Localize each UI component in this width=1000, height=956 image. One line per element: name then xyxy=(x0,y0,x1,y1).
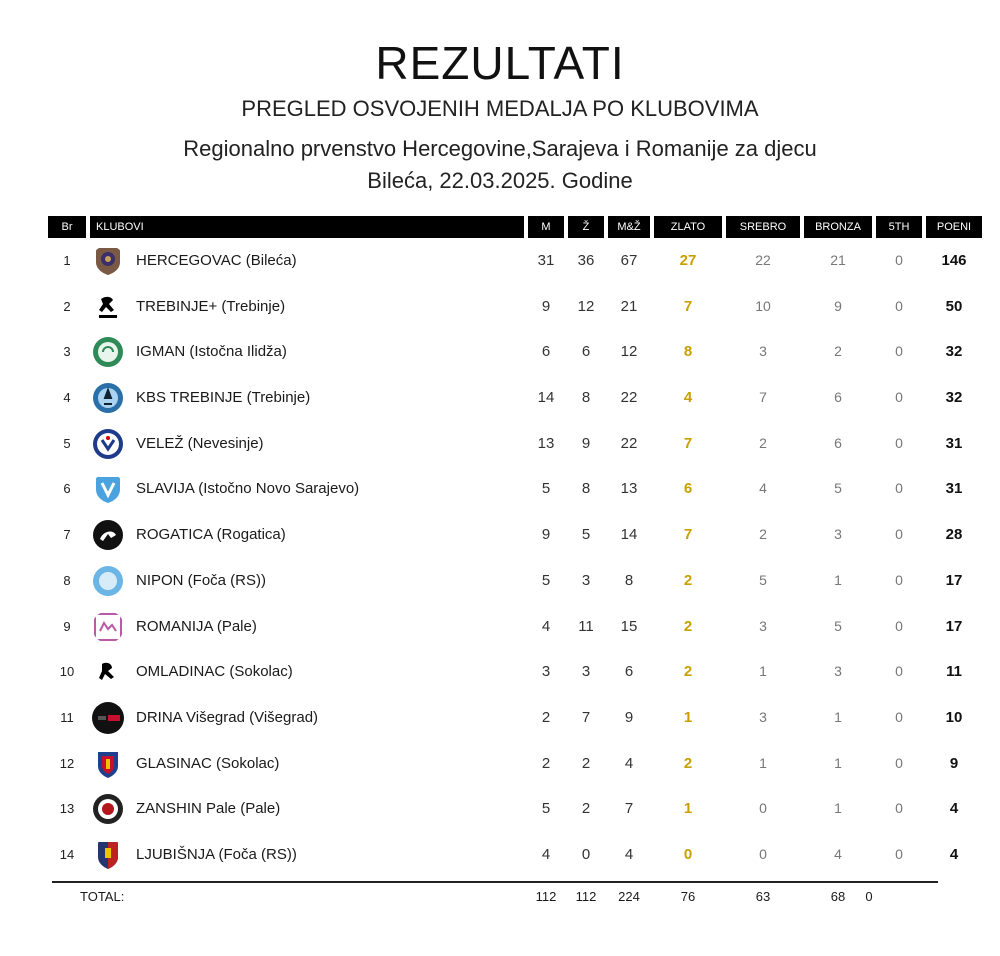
column-header-zlato: ZLATO xyxy=(654,216,722,238)
table-row xyxy=(40,329,963,375)
table-row xyxy=(40,786,959,832)
total-srebro: 63 xyxy=(755,889,771,904)
row-z: 2 xyxy=(581,800,591,818)
page-subtitle: PREGLED OSVOJENIH MEDALJA PO KLUBOVIMA xyxy=(241,96,759,121)
row-bronza: 2 xyxy=(834,343,842,360)
row-z: 11 xyxy=(578,617,594,635)
row-club: NIPON (Foča (RS)) xyxy=(136,571,267,589)
row-rank: 7 xyxy=(63,527,71,543)
row-rank: 11 xyxy=(60,709,74,725)
row-rank: 8 xyxy=(63,572,71,588)
table-row xyxy=(40,466,963,512)
row-m: 6 xyxy=(541,343,551,361)
row-bronza: 21 xyxy=(830,252,846,268)
row-rank: 6 xyxy=(63,481,71,497)
row-club: GLASINAC (Sokolac) xyxy=(136,754,280,772)
row-m: 4 xyxy=(541,617,551,635)
total-bronza: 68 xyxy=(830,889,846,904)
row-zlato: 4 xyxy=(683,389,693,407)
row-club: HERCEGOVAC (Bileća) xyxy=(136,252,297,269)
event-place-date: Bileća, 22.03.2025. Godine xyxy=(367,168,633,193)
row-z: 9 xyxy=(581,434,591,452)
row-club: KBS TREBINJE (Trebinje) xyxy=(136,389,311,407)
row-poeni: 9 xyxy=(949,754,959,772)
row-m: 5 xyxy=(541,571,551,589)
row-poeni: 4 xyxy=(949,845,959,863)
row-srebro: 10 xyxy=(755,297,771,314)
row-zlato: 2 xyxy=(683,663,693,681)
row-bronza: 5 xyxy=(834,617,842,634)
total-m: 112 xyxy=(535,889,557,904)
row-club: TREBINJE+ (Trebinje) xyxy=(136,297,286,315)
row-mz: 8 xyxy=(624,571,634,589)
row-mz: 12 xyxy=(620,343,638,361)
row-poeni: 28 xyxy=(945,526,963,544)
total-label: TOTAL: xyxy=(80,889,125,904)
row-zlato: 2 xyxy=(683,617,693,635)
total-z: 112 xyxy=(575,889,597,904)
row-mz: 13 xyxy=(620,480,638,498)
trebinje-logo-icon xyxy=(92,291,124,323)
row-mz: 7 xyxy=(624,800,634,818)
row-bronza: 6 xyxy=(834,434,842,451)
row-z: 6 xyxy=(581,343,591,361)
row-rank: 4 xyxy=(63,390,71,406)
row-z: 7 xyxy=(581,708,591,726)
row-poeni: 146 xyxy=(941,252,967,269)
row-srebro: 1 xyxy=(759,663,767,680)
table-row xyxy=(40,695,963,741)
row-bronza: 6 xyxy=(834,389,842,406)
total-5th: 0 xyxy=(865,889,873,904)
row-mz: 4 xyxy=(624,845,634,863)
row-zlato: 0 xyxy=(683,845,693,863)
table-row xyxy=(40,832,959,878)
row-bronza: 5 xyxy=(834,480,842,497)
row-club: ROGATICA (Rogatica) xyxy=(136,526,286,544)
row-poeni: 32 xyxy=(945,389,963,407)
row-poeni: 10 xyxy=(945,708,963,726)
row-m: 14 xyxy=(537,389,555,407)
row-srebro: 0 xyxy=(759,800,767,817)
row-rank: 5 xyxy=(63,435,71,451)
nipon-logo-icon xyxy=(92,565,124,597)
row-zlato: 6 xyxy=(683,480,693,498)
row-mz: 6 xyxy=(624,663,634,681)
row-m: 2 xyxy=(541,754,551,772)
row-rank: 12 xyxy=(59,755,75,771)
total-mz: 224 xyxy=(618,889,640,904)
total-zlato: 76 xyxy=(680,889,696,904)
row-m: 31 xyxy=(537,252,555,269)
row-m: 5 xyxy=(541,800,551,818)
row-srebro: 0 xyxy=(759,845,767,862)
row-m: 9 xyxy=(541,297,551,315)
row-5th: 0 xyxy=(895,571,903,588)
row-bronza: 3 xyxy=(834,526,842,543)
row-bronza: 1 xyxy=(834,800,842,817)
row-5th: 0 xyxy=(895,434,903,451)
row-5th: 0 xyxy=(895,343,903,360)
row-z: 0 xyxy=(581,845,591,863)
row-mz: 22 xyxy=(620,434,638,452)
row-zlato: 7 xyxy=(683,526,693,544)
row-mz: 67 xyxy=(620,252,638,269)
row-club: IGMAN (Istočna Ilidža) xyxy=(136,343,287,361)
row-zlato: 7 xyxy=(683,434,693,452)
row-m: 9 xyxy=(541,526,551,544)
row-bronza: 1 xyxy=(834,708,842,725)
row-5th: 0 xyxy=(895,800,903,817)
row-m: 3 xyxy=(541,663,551,681)
table-row xyxy=(40,649,962,695)
row-srebro: 2 xyxy=(759,526,767,543)
row-5th: 0 xyxy=(895,663,903,680)
row-rank: 2 xyxy=(63,298,71,314)
slavija-logo-icon xyxy=(92,473,124,505)
column-header-bronza: BRONZA xyxy=(804,216,872,238)
row-m: 2 xyxy=(541,708,551,726)
row-zlato: 7 xyxy=(683,297,693,315)
row-mz: 4 xyxy=(624,754,634,772)
row-srebro: 2 xyxy=(759,434,767,451)
table-row xyxy=(40,512,963,558)
row-5th: 0 xyxy=(895,617,903,634)
row-5th: 0 xyxy=(895,480,903,497)
row-mz: 14 xyxy=(620,526,638,544)
hercegovac-logo-icon xyxy=(92,245,124,277)
row-bronza: 3 xyxy=(834,663,842,680)
drina-logo-icon xyxy=(92,702,124,734)
row-bronza: 9 xyxy=(834,297,842,314)
row-srebro: 3 xyxy=(759,617,767,634)
row-poeni: 4 xyxy=(949,800,959,818)
table-row xyxy=(40,375,963,421)
glasinac-logo-icon xyxy=(92,748,124,780)
page-title: REZULTATI xyxy=(375,37,625,89)
table-row xyxy=(40,558,963,604)
row-z: 8 xyxy=(581,389,591,407)
row-5th: 0 xyxy=(895,389,903,406)
row-z: 2 xyxy=(581,754,591,772)
row-club: LJUBIŠNJA (Foča (RS)) xyxy=(136,845,297,863)
row-m: 4 xyxy=(541,845,551,863)
row-zlato: 8 xyxy=(683,343,693,361)
igman-logo-icon xyxy=(92,336,124,368)
row-srebro: 3 xyxy=(759,708,767,725)
row-5th: 0 xyxy=(895,754,903,771)
row-mz: 21 xyxy=(620,297,638,315)
row-club: DRINA Višegrad (Višegrad) xyxy=(136,708,319,726)
row-z: 3 xyxy=(581,663,591,681)
row-mz: 9 xyxy=(624,708,634,726)
column-header-5th: 5TH xyxy=(876,216,922,238)
velez-logo-icon xyxy=(92,428,124,460)
row-srebro: 3 xyxy=(759,343,767,360)
row-srebro: 4 xyxy=(759,480,767,497)
row-srebro: 22 xyxy=(755,252,771,268)
row-5th: 0 xyxy=(895,252,903,268)
row-rank: 1 xyxy=(63,253,71,268)
row-m: 13 xyxy=(537,434,555,452)
row-5th: 0 xyxy=(895,708,903,725)
column-header-klubovi: KLUBOVI xyxy=(90,216,524,238)
row-mz: 15 xyxy=(620,617,638,635)
row-poeni: 32 xyxy=(945,343,963,361)
row-z: 12 xyxy=(577,297,595,315)
row-zlato: 1 xyxy=(683,800,693,818)
row-srebro: 7 xyxy=(759,389,767,406)
row-zlato: 2 xyxy=(683,754,693,772)
table-row xyxy=(40,238,967,284)
rogatica-logo-icon xyxy=(92,519,124,551)
row-5th: 0 xyxy=(895,526,903,543)
results-table xyxy=(40,216,972,878)
row-zlato: 1 xyxy=(683,708,693,726)
column-header-z: Ž xyxy=(568,216,604,238)
row-zlato: 2 xyxy=(683,571,693,589)
table-row xyxy=(40,421,963,467)
table-row xyxy=(40,284,963,330)
total-divider xyxy=(52,881,938,883)
row-club: SLAVIJA (Istočno Novo Sarajevo) xyxy=(136,480,360,498)
row-5th: 0 xyxy=(895,845,903,862)
row-rank: 3 xyxy=(63,344,71,360)
row-zlato: 27 xyxy=(679,252,697,269)
row-5th: 0 xyxy=(895,297,903,314)
row-m: 5 xyxy=(541,480,551,498)
column-header-m: M xyxy=(528,216,564,238)
row-mz: 22 xyxy=(620,389,638,407)
row-club: ZANSHIN Pale (Pale) xyxy=(136,800,281,818)
row-z: 36 xyxy=(577,252,595,269)
row-z: 5 xyxy=(581,526,591,544)
row-poeni: 50 xyxy=(945,297,963,315)
total-row xyxy=(40,886,944,908)
row-srebro: 5 xyxy=(759,571,767,588)
row-rank: 14 xyxy=(59,846,75,862)
row-bronza: 1 xyxy=(834,571,842,588)
row-poeni: 17 xyxy=(945,617,963,635)
event-name: Regionalno prvenstvo Hercegovine,Sarajeva i Romanije za djecu xyxy=(183,136,817,161)
row-srebro: 1 xyxy=(759,754,767,771)
row-poeni: 31 xyxy=(945,434,963,452)
column-header-srebro: SREBRO xyxy=(726,216,800,238)
row-rank: 10 xyxy=(59,664,75,680)
column-header-br: Br xyxy=(48,216,86,238)
row-rank: 13 xyxy=(59,801,75,817)
row-z: 8 xyxy=(581,480,591,498)
column-header-mz: M&Ž xyxy=(608,216,650,238)
zanshin-logo-icon xyxy=(92,793,124,825)
table-row xyxy=(40,741,959,787)
row-rank: 9 xyxy=(63,618,71,634)
row-poeni: 11 xyxy=(946,663,962,681)
omladinac-logo-icon xyxy=(92,656,124,688)
table-body xyxy=(40,238,967,878)
ljubisnja-logo-icon xyxy=(92,839,124,871)
row-bronza: 4 xyxy=(834,845,842,862)
row-bronza: 1 xyxy=(834,754,842,771)
table-row xyxy=(40,604,963,650)
row-z: 3 xyxy=(581,571,591,589)
table-header xyxy=(40,216,972,238)
row-poeni: 31 xyxy=(945,480,963,498)
row-club: ROMANIJA (Pale) xyxy=(136,617,257,635)
row-club: OMLADINAC (Sokolac) xyxy=(136,663,293,681)
row-club: VELEŽ (Nevesinje) xyxy=(136,434,264,452)
kbs-trebinje-logo-icon xyxy=(92,382,124,414)
column-header-poeni: POENI xyxy=(926,216,982,238)
romanija-logo-icon xyxy=(92,611,124,643)
row-poeni: 17 xyxy=(945,571,963,589)
